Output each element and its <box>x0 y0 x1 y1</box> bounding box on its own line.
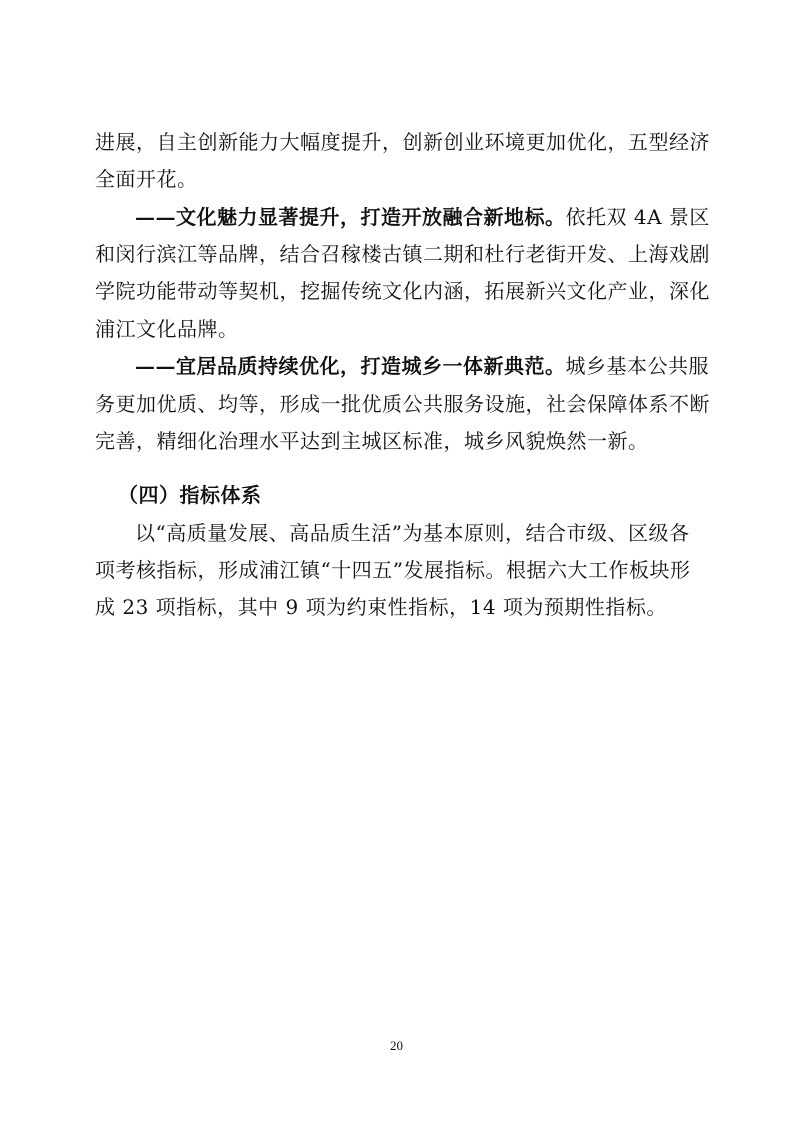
paragraph-text: 城乡基本公共服 <box>565 354 709 378</box>
paragraph-line: 完善，精细化治理水平达到主城区标准，城乡风貌焕然一新。 <box>95 429 649 453</box>
bold-lead-text: ——宜居品质持续优化，打造城乡一体新典范。 <box>135 354 566 378</box>
paragraph-line: 浦江文化品牌。 <box>95 317 239 341</box>
page-number: 20 <box>390 1038 403 1053</box>
section-heading: （四）指标体系 <box>118 483 262 507</box>
paragraph-line: 学院功能带动等契机，挖掘传统文化内涵，拓展新兴文化产业，深化 <box>95 279 710 303</box>
paragraph-line: 成 23 项指标，其中 9 项为约束性指标，14 项为预期性指标。 <box>95 595 667 619</box>
paragraph-line: 以“高质量发展、高品质生活”为基本原则，结合市级、区级各 <box>135 521 690 545</box>
paragraph-line: 和闵行滨江等品牌，结合召稼楼古镇二期和杜行老街开发、上海戏剧 <box>95 242 710 266</box>
paragraph-line: 全面开花。 <box>95 167 198 191</box>
paragraph-line: 务更加优质、均等，形成一批优质公共服务设施，社会保障体系不断 <box>95 392 710 416</box>
paragraph-text: 依托双 4A 景区 <box>565 205 710 229</box>
paragraph-line <box>135 202 740 232</box>
paragraph-line: 进展，自主创新能力大幅度提升，创新创业环境更加优化，五型经济 <box>95 130 710 154</box>
paragraph-line <box>135 351 740 381</box>
bold-lead-text: ——文化魅力显著提升，打造开放融合新地标。 <box>135 205 566 229</box>
paragraph-line: 项考核指标，形成浦江镇“十四五”发展指标。根据六大工作板块形 <box>95 558 691 582</box>
